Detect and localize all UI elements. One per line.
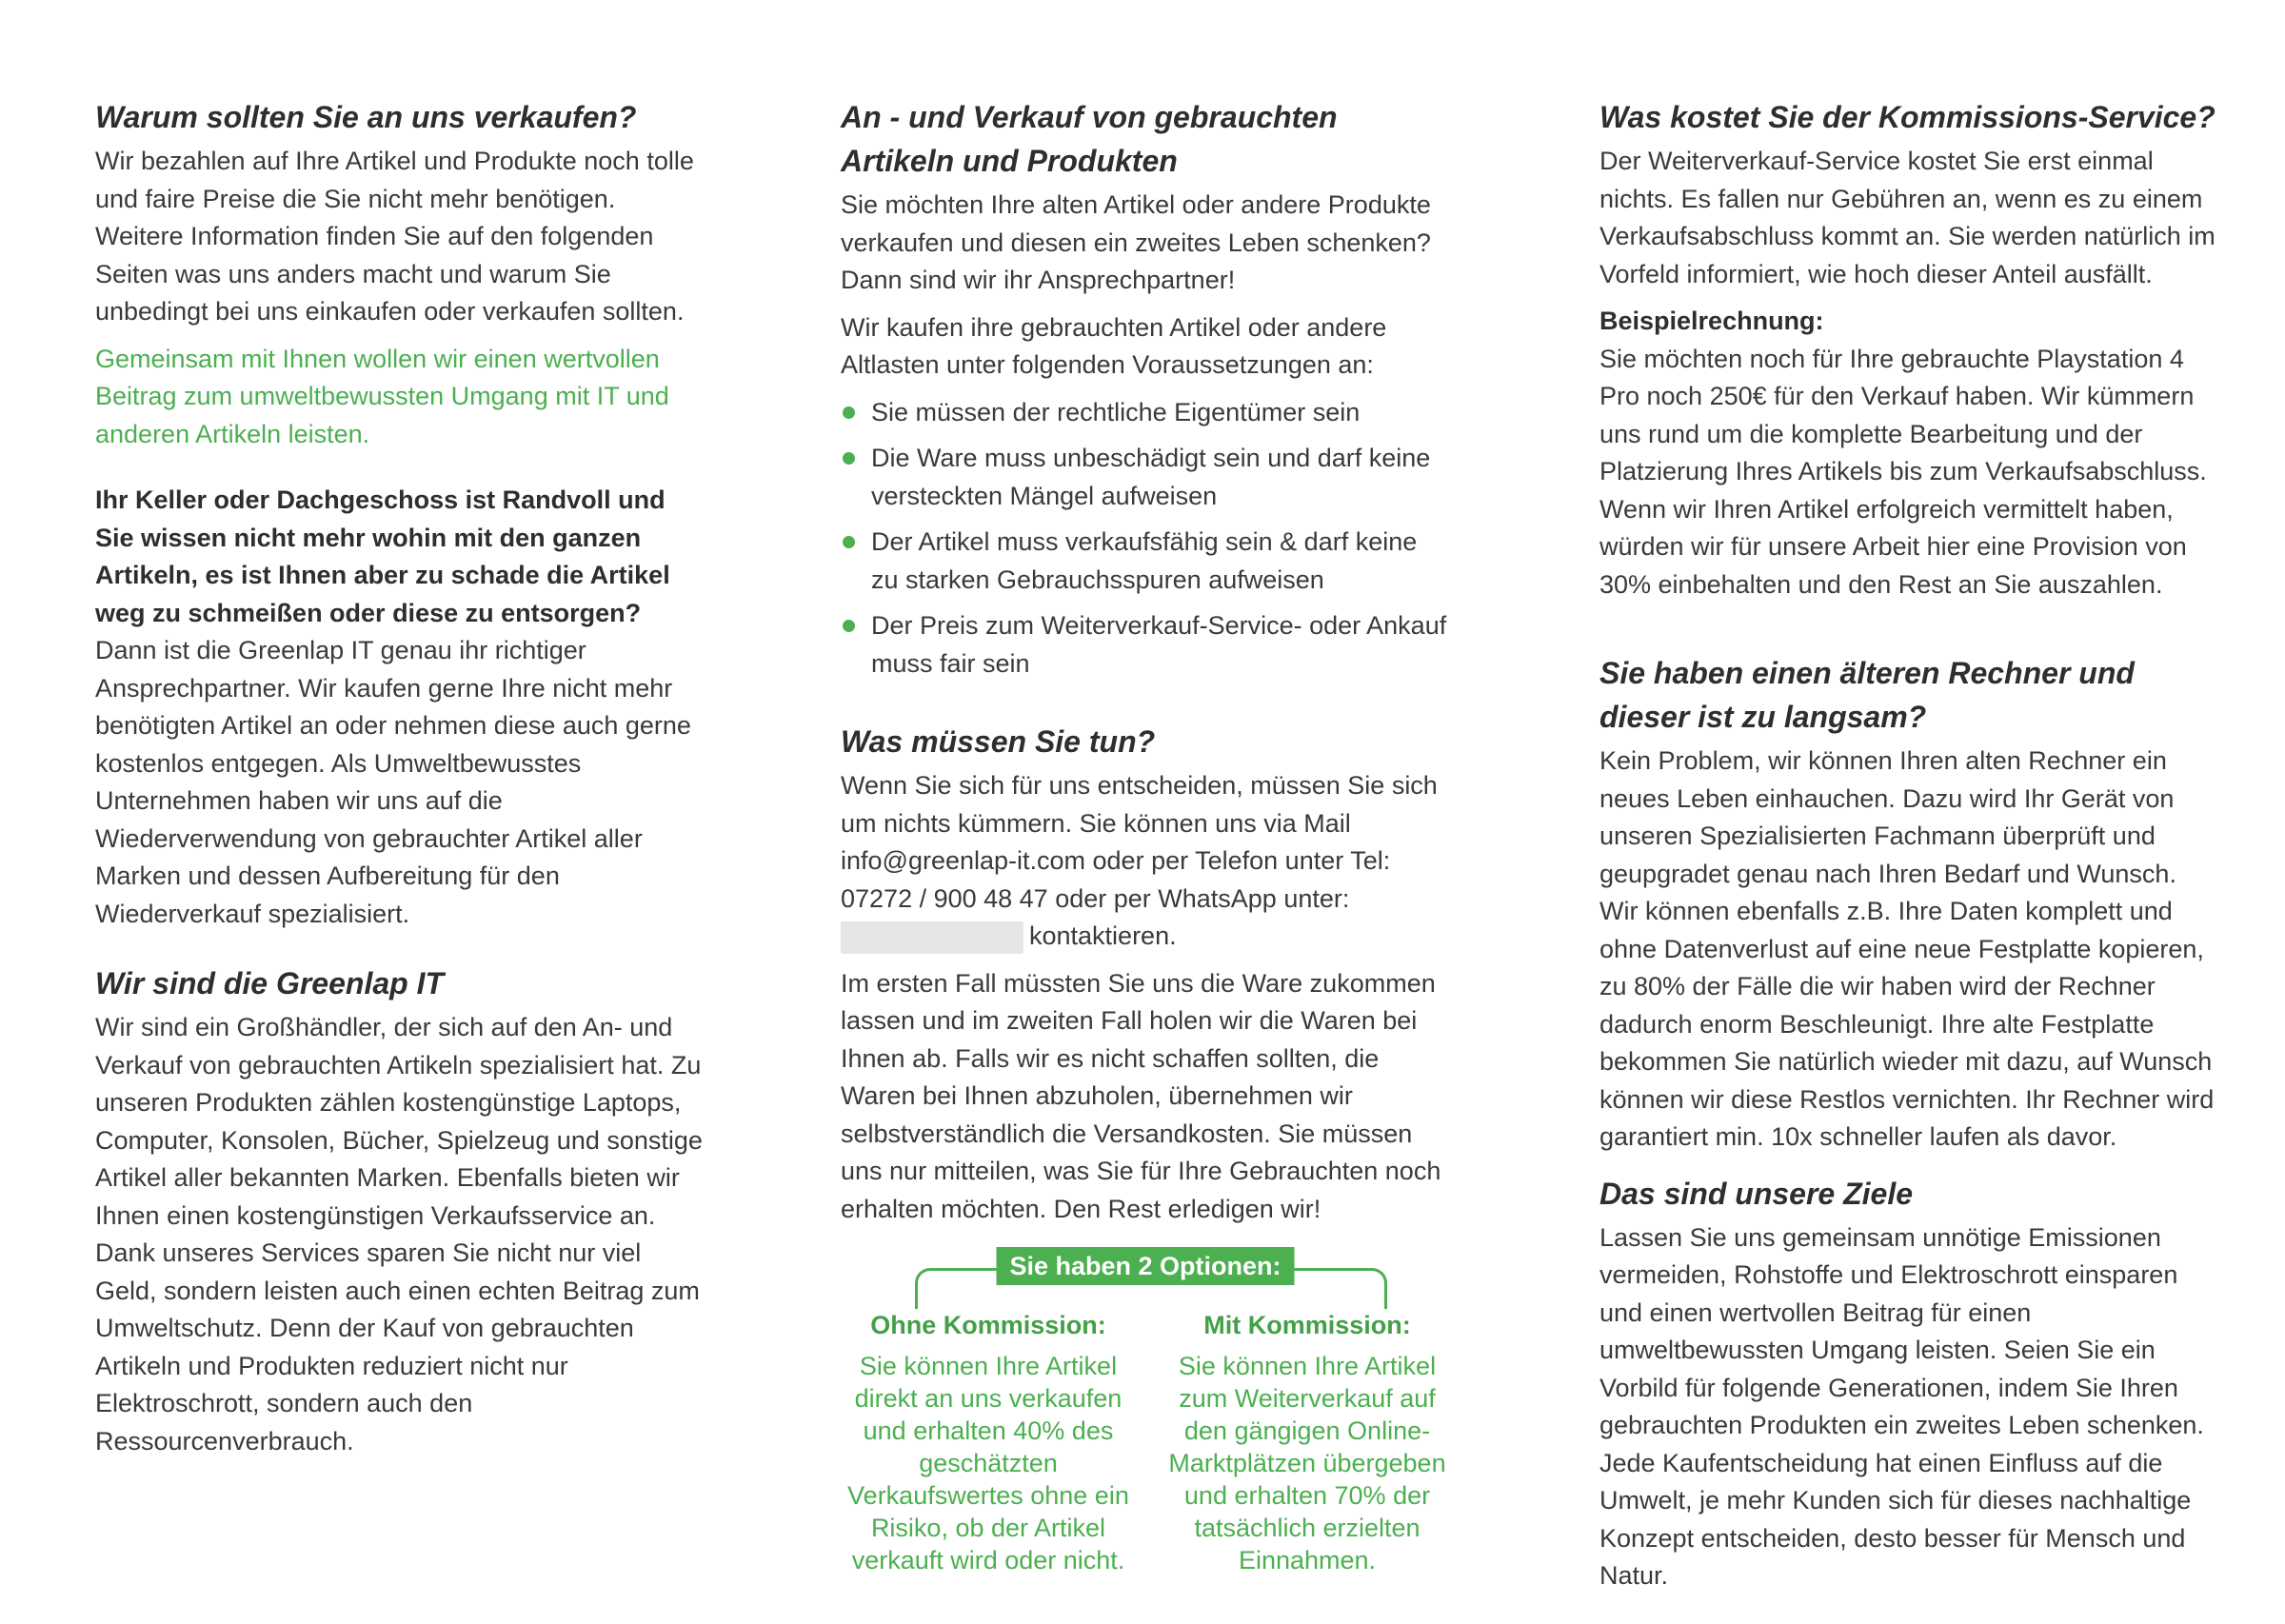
option-right-title: Mit Kommission: xyxy=(1203,1311,1411,1339)
option-left-text: Sie können Ihre Artikel direkt an uns verkaufen und erhalten 40% des geschätzten Verkaufswertes ohne ein Risiko, ob der Artikel verkauft wird oder nicht. xyxy=(847,1352,1129,1574)
paragraph-tun: Wenn Sie sich für uns entscheiden, müssen Sie sich um nichts kümmern. Sie können uns via Mail info@greenlap-it.com oder per Telefon unter Tel: 07272 / 900 48 47 oder per WhatsApp unter: xyxy=(841,771,1438,913)
column-right xyxy=(1600,95,2218,1595)
option-right-text: Sie können Ihre Artikel zum Weiterverkauf auf den gängigen Online-Marktplätzen übergeben und erhalten 70% der tatsächlich erzielten Einnahmen. xyxy=(1168,1352,1446,1574)
options-badge: Sie haben 2 Optionen: xyxy=(996,1247,1294,1285)
heading-an-verkauf: An - und Verkauf von gebrauchten Artikeln und Produkten xyxy=(841,100,1338,178)
heading-kostet: Was kostet Sie der Kommissions-Service? xyxy=(1600,100,2215,134)
paragraph-ziele: Lassen Sie uns gemeinsam unnötige Emissionen vermeiden, Rohstoffe und Elektroschrott einsparen und einen wertvollen Beitrag für einen umweltbewussten Umgang leisten. Seien Sie ein Vorbild für folgende Generationen, indem Sie Ihren gebrauchten Produkten ein zweites Leben schenken. Jede Kaufentscheidung hat einen Einfluss auf die Umwelt, je mehr Kunden sich für dieses nachhaltige Konzept entscheiden, desto besser für Mensch und Natur. xyxy=(1600,1222,2204,1590)
paragraph-green: Gemeinsam mit Ihnen wollen wir einen wertvollen Beitrag zum umweltbewussten Umgang mit IT und anderen Artikeln leisten. xyxy=(95,344,669,448)
option-mit-kommission xyxy=(1155,1306,1460,1576)
paragraph-fall: Im ersten Fall müssten Sie uns die Ware zukommen lassen und im zweiten Fall holen wir die Waren bei Ihnen ab. Falls wir es nicht schaffen sollten, die Waren bei Ihnen abzuholen, übernehmen wir selbstverständlich die Versandkosten. Sie müssen uns nur mitteilen, was Sie für Ihre Gebrauchten noch erhalten möchten. Den Rest erledigen wir! xyxy=(841,968,1441,1223)
heading-warum: Warum sollten Sie an uns verkaufen? xyxy=(95,100,637,134)
heading-ziele: Das sind unsere Ziele xyxy=(1600,1176,1914,1211)
label-beispielrechnung: Beispielrechnung: xyxy=(1600,307,1824,335)
paragraph-kaufen: Wir kaufen ihre gebrauchten Artikel oder andere Altlasten unter folgenden Voraussetzungen an: xyxy=(841,312,1387,379)
options-box xyxy=(841,1247,1450,1574)
paragraph-rechner: Kein Problem, wir können Ihren alten Rechner ein neues Leben einhauchen. Dazu wird Ihr Gerät von unseren Spezialisierten Fachmann überprüft und geupgradet genau nach Ihren Bedarf und Wunsch. Wir können ebenfalls z.B. Ihre Daten komplett und ohne Datenverlust auf eine neue Festplatte kopieren, zu 80% der Fälle die wir haben wird der Rechner dadurch enorm Beschleunigt. Ihre alte Festplatte bekommen Sie natürlich wieder mit dazu, auf Wunsch können wir diese Restlos vernichten. Ihr Rechner wird garantiert min. 10x schneller laufen als davor. xyxy=(1600,746,2215,1151)
heading-rechner: Sie haben einen älteren Rechner und dieser ist zu langsam? xyxy=(1600,656,2135,734)
paragraph-warum: Wir bezahlen auf Ihre Artikel und Produkte noch tolle und faire Preise die Sie nicht mehr benötigen. Weitere Information finden Sie auf den folgenden Seiten was uns anders macht und warum Sie unbedingt bei uns einkaufen oder verkaufen sollten. xyxy=(95,147,694,326)
column-middle xyxy=(841,95,1450,1574)
list-item: Der Artikel muss verkaufsfähig sein & darf keine zu starken Gebrauchsspuren aufweisen xyxy=(841,524,1450,599)
paragraph-kostet: Der Weiterverkauf-Service kostet Sie erst einmal nichts. Es fallen nur Gebühren an, wenn es zu einem Verkaufsabschluss kommt an. Sie werden natürlich im Vorfeld informiert, wie hoch dieser Anteil ausfällt. xyxy=(1600,147,2215,288)
paragraph-intro: Sie möchten Ihre alten Artikel oder andere Produkte verkaufen und diesen ein zweites Leben schenken? Dann sind wir ihr Ansprechpartner! xyxy=(841,190,1431,294)
column-left xyxy=(95,95,705,1460)
redacted-phone xyxy=(841,921,1023,954)
kontakt-text: kontaktieren. xyxy=(1029,921,1177,950)
list-item: Der Preis zum Weiterverkauf-Service- oder Ankauf muss fair sein xyxy=(841,607,1450,683)
heading-wir-sind: Wir sind die Greenlap IT xyxy=(95,966,444,1000)
list-item: Die Ware muss unbeschädigt sein und darf keine versteckten Mängel aufweisen xyxy=(841,440,1450,515)
option-left-title: Ohne Kommission: xyxy=(870,1311,1106,1339)
paragraph-beispiel: Sie möchten noch für Ihre gebrauchte Playstation 4 Pro noch 250€ für den Verkauf haben. Wir kümmern uns rund um die komplette Bearbeitung und der Platzierung Ihres Artikels bis zum Verkaufsabschluss. Wenn wir Ihren Artikel erfolgreich vermittelt haben, würden wir für unsere Arbeit hier eine Provision von 30% einbehalten und den Rest an Sie auszahlen. xyxy=(1600,344,2207,599)
requirements-list xyxy=(841,394,1450,683)
paragraph-wir-sind: Wir sind ein Großhändler, der sich auf den An- und Verkauf von gebrauchten Artikeln spezialisiert hat. Zu unseren Produkten zählen kostengünstige Laptops, Computer, Konsolen, Bücher, Spielzeug und sonstige Artikel aller bekannten Marken. Ebenfalls bieten wir Ihnen einen kostengünstigen Verkaufsservice an. Dank unseres Services sparen Sie nicht nur viel Geld, sondern leisten auch einen echten Beitrag zum Umweltschutz. Denn der Kauf von gebrauchten Artikeln und Produkten reduziert nicht nur Elektroschrott, sondern auch den Ressourcenverbrauch. xyxy=(95,1013,703,1456)
heading-was-tun: Was müssen Sie tun? xyxy=(841,724,1156,759)
paragraph-kontakt xyxy=(841,918,1450,956)
option-ohne-kommission xyxy=(841,1306,1136,1576)
paragraph-keller-bold: Ihr Keller oder Dachgeschoss ist Randvoll und Sie wissen nicht mehr wohin mit den ganzen Artikeln, es ist Ihnen aber zu schade die Artikel weg zu schmeißen oder diese zu entsorgen? xyxy=(95,485,670,627)
paragraph-dann: Dann ist die Greenlap IT genau ihr richtiger Ansprechpartner. Wir kaufen gerne Ihre nicht mehr benötigten Artikel an oder nehmen diese auch gerne kostenlos entgegen. Als Umweltbewusstes Unternehmen haben wir uns auf die Wiederverwendung von gebrauchter Artikel aller Marken und dessen Aufbereitung für den Wiederverkauf spezialisiert. xyxy=(95,636,691,928)
list-item: Sie müssen der rechtliche Eigentümer sein xyxy=(841,394,1450,432)
